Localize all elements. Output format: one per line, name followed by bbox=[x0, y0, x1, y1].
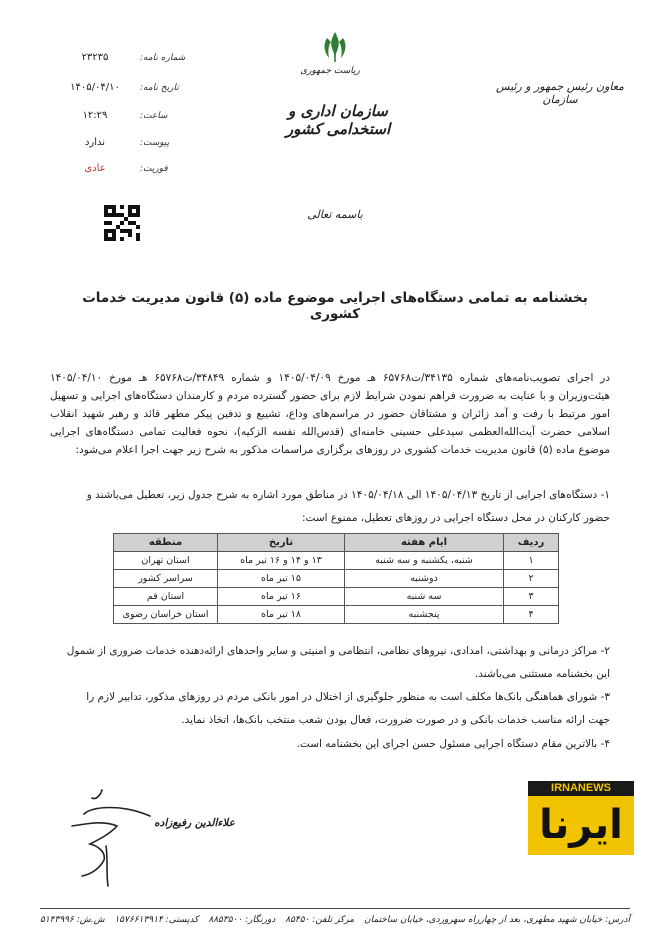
table-header-row bbox=[114, 534, 559, 552]
col-header-date: تاریخ bbox=[218, 534, 345, 552]
holiday-schedule-table bbox=[113, 533, 559, 624]
deputy-title: معاون رئیس جمهور و رئیس سازمان bbox=[496, 80, 624, 106]
attachment-value: ندارد bbox=[84, 137, 106, 148]
footer-fax: دورنگار: ۸۸۵۳۵۰۰ bbox=[208, 915, 276, 925]
signature-scribble-icon bbox=[62, 786, 157, 892]
cell-region: سراسر کشور bbox=[114, 570, 218, 588]
footer-address: آدرس: خیابان شهید مطهری، بعد از چهارراه سهروردی، خیابان ساختمان bbox=[364, 915, 630, 925]
letter-date: ۱۴۰۵/۰۴/۱۰ bbox=[70, 82, 120, 93]
cell-row-number: ۱ bbox=[504, 552, 559, 570]
urgency-value: عادی bbox=[84, 163, 106, 174]
cell-row-number: ۲ bbox=[504, 570, 559, 588]
item3-line1: ۳- شورای هماهنگی بانک‌ها مکلف است به منظور جلوگیری از اختلال در امور بانکی مردم در روزهای مذکور، تدابیر لازم را bbox=[86, 691, 610, 703]
col-header-row-number: ردیف bbox=[504, 534, 559, 552]
attachment-label: پیوست: bbox=[140, 138, 170, 148]
cell-weekday: سه شنبه bbox=[345, 588, 504, 606]
qr-code-icon bbox=[104, 205, 140, 241]
org-name: سازمان اداری و استخدامی کشور bbox=[285, 102, 391, 138]
cell-weekday: پنجشنبه bbox=[345, 606, 504, 624]
irna-logo bbox=[528, 781, 634, 855]
cell-row-number: ۳ bbox=[504, 588, 559, 606]
cell-region: استان خراسان رضوی bbox=[114, 606, 218, 624]
letter-time-label: ساعت: bbox=[140, 111, 168, 121]
signatory-name: علاء‌الدین رفیع‌زاده bbox=[154, 817, 235, 829]
intro-paragraph: در اجرای تصویب‌نامه‌های شماره ۳۴۱۳۵/ت۶۵۷۶۸ هـ مورخ ۱۴۰۵/۰۴/۰۹ و شماره ۳۴۸۴۹/ت۶۵۷۶۸ هـ مورخ ۱۴۰۵/۰۴/۱۰ هیئت‌وزیران و با عنایت به ضرورت فراهم نمودن شرایط لازم برای حضور گسترده مردم و کارمندان دستگاه‌های اجرایی و تسهیل امور مرتبط با رفت و آمد زائران و مشتاقان حضور در مراسم‌های وداع، تشییع و تدفین پیکر مطهر قائد و رهبر شهید انقلاب اسلامی حضرت آیت‌الله‌العظمی سیدعلی حسینی خامنه‌ای (قدس‌الله نفسه الزکیه)، نحوه فعالیت تمامی دستگاه‌های اجرایی موضوع ماده (۵) قانون مدیریت خدمات کشوری در روزهای برگزاری مراسمات مذکور به شرح زیر جهت اجرا اعلام می‌شود: bbox=[50, 372, 610, 456]
cell-region: استان تهران bbox=[114, 552, 218, 570]
irna-logo-top: IRNANEWS bbox=[528, 781, 634, 796]
cell-weekday: شنبه، یکشنبه و سه شنبه bbox=[345, 552, 504, 570]
item3-line2: جهت ارائه مناسب خدمات بانکی و در صورت ضرورت، فعال بودن شعب منتخب بانک‌ها، اتخاذ نماید. bbox=[181, 714, 610, 726]
basmala: باسمه تعالی bbox=[307, 208, 363, 221]
footer-postal-code: کدپستی: ۱۵۷۶۶۱۳۹۱۴ bbox=[114, 915, 199, 925]
table-row bbox=[114, 588, 559, 606]
footer-national-id: ش.ش: ۵۱۴۳۹۹۶ bbox=[40, 915, 105, 925]
org-parent: ریاست جمهوری bbox=[300, 66, 360, 76]
item2-line2: این بخشنامه مستثنی می‌باشند. bbox=[474, 668, 610, 680]
cell-weekday: دوشنبه bbox=[345, 570, 504, 588]
letter-number: ۲۳۲۳۵ bbox=[81, 52, 109, 63]
footer-divider bbox=[40, 908, 630, 909]
letter-number-label: شماره نامه: bbox=[140, 53, 186, 63]
col-header-region: منطقه bbox=[114, 534, 218, 552]
cell-row-number: ۴ bbox=[504, 606, 559, 624]
item1-line2: حضور کارکنان در محل دستگاه اجرایی در روزهای تعطیل، ممنوع است: bbox=[302, 512, 610, 524]
footer-phone-center: مرکز تلفن: ۸۵۴۵۰ bbox=[285, 915, 355, 925]
cell-date: ۱۳ و ۱۴ و ۱۶ تیر ماه bbox=[218, 552, 345, 570]
cell-region: استان قم bbox=[114, 588, 218, 606]
letter-date-label: تاریخ نامه: bbox=[140, 83, 179, 93]
cell-date: ۱۶ تیر ماه bbox=[218, 588, 345, 606]
item1-line1: ۱- دستگاه‌های اجرایی از تاریخ ۱۴۰۵/۰۴/۱۳ الی ۱۴۰۵/۰۴/۱۸ در مناطق مورد اشاره به شرح جدول زیر، تعطیل می‌باشند و bbox=[86, 489, 610, 501]
irna-logo-main: ایرنا bbox=[539, 802, 623, 848]
table-row bbox=[114, 606, 559, 624]
cell-date: ۱۵ تیر ماه bbox=[218, 570, 345, 588]
cell-date: ۱۸ تیر ماه bbox=[218, 606, 345, 624]
item2-line1: ۲- مراکز درمانی و بهداشتی، امدادی، نیروهای نظامی، انتظامی و امنیتی و سایر واحدهای ارائه‌دهنده خدمات ضروری از شمول bbox=[66, 645, 610, 657]
table-row bbox=[114, 552, 559, 570]
footer bbox=[40, 915, 630, 925]
letter-time: ۱۲:۲۹ bbox=[82, 110, 108, 121]
item4: ۴- بالاترین مقام دستگاه اجرایی مسئول حسن اجرای این بخشنامه است. bbox=[296, 738, 610, 750]
urgency-label: فوریت: bbox=[140, 164, 168, 174]
col-header-weekday: ایام هفته bbox=[345, 534, 504, 552]
iran-emblem-icon bbox=[320, 30, 350, 64]
page-title: بخشنامه به تمامی دستگاه‌های اجرایی موضوع ماده (۵) قانون مدیریت خدمات کشوری bbox=[82, 290, 588, 322]
table-row bbox=[114, 570, 559, 588]
